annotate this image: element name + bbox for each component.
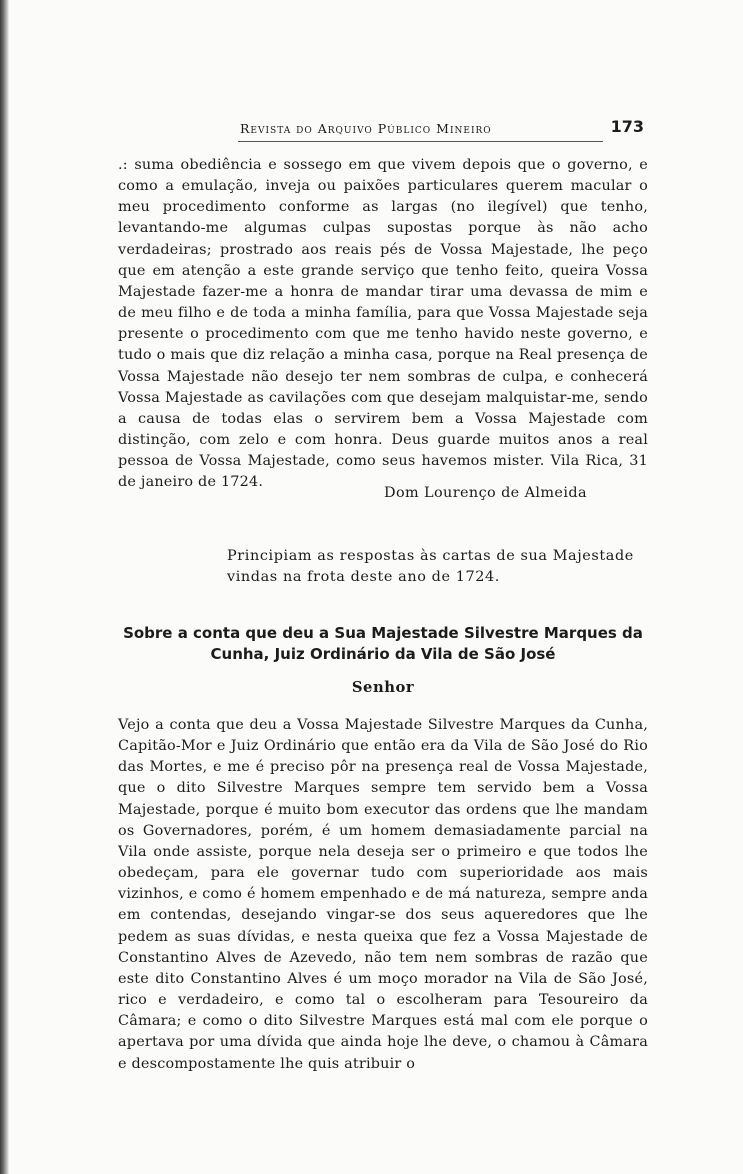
header-rule [238, 141, 603, 142]
section-body: Vejo a conta que deu a Vossa Majestade Silvestre Marques da Cunha, Capitão-Mor e Juiz Ordinário que então era da Vila de São José do Rio das Mortes, e me é preciso pôr na presença real de Vossa Majestade, que o dito Silvestre Marques sempre tem servido bem a Vossa Majestade, porque é muito bom executor das ordens que lhe mandam os Governadores, porém, é um homem demasiadamente parcial na Vila onde assiste, porque nela deseja ser o primeiro e que todos lhe obedeçam, para ele governar tudo com superioridade aos mais vizinhos, e como é homem empenhado e de má natureza, sempre anda em contendas, desejando vingar-se dos seus aqueredores que lhe pedem as suas dívidas, e nesta queixa que fez a Vossa Majestade de Constantino Alves de Azevedo, não tem nem sombras de razão que este dito Constantino Alves é um moço morador na Vila de São José, rico e verdadeiro, e como tal o escolheram para Tesoureiro da Câmara; e como o dito Silvestre Marques está mal com ele porque o apertava por uma dívida que ainda hoje lhe deve, o chamou à Câmara e descompostamente lhe quis atribuir o [118, 717, 648, 1072]
page-number: 173 [610, 117, 644, 136]
section-heading: Sobre a conta que deu a Sua Majestade Silvestre Marques da Cunha, Juiz Ordinário da Vila de São José [123, 624, 643, 663]
salutation: Senhor [351, 679, 415, 696]
book-spine-edge [0, 0, 9, 1174]
journal-title: Revista do Arquivo Público Mineiro [240, 121, 492, 136]
letter-body: .: suma obediência e sossego em que vivem depois que o governo, e como a emulação, inveja ou paixões particulares querem macular o meu procedimento conforme as largas (no ilegível) que tenho, levantando-me algumas culpas supostas porque às não acho verdadeiras; prostrado aos reais pés de Vossa Majestade, lhe peço que em atenção a este grande serviço que tenho feito, queira Vossa Majestade fazer-me a honra de mandar tirar uma devassa de mim e de meu filho e de toda a minha família, para que Vossa Majestade seja presente o procedimento com que me tenho havido neste governo, e tudo o mais que diz relação a minha casa, porque na Real presença de Vossa Majestade não desejo ter nem sombras de culpa, e conhecerá Vossa Majestade as cavilações com que desejam malquistar-me, sendo a causa de todas elas o servirem bem a Vossa Majestade com distinção, com zelo e com honra. Deus guarde muitos anos a real pessoa de Vossa Majestade, como seus havemos mister. Vila Rica, 31 de janeiro de 1724. [118, 157, 648, 491]
running-header [118, 117, 648, 145]
section-note: Principiam as respostas às cartas de sua Majestade vindas na frota deste ano de 1724. [227, 548, 634, 585]
letter-signature: Dom Lourenço de Almeida [384, 485, 587, 501]
